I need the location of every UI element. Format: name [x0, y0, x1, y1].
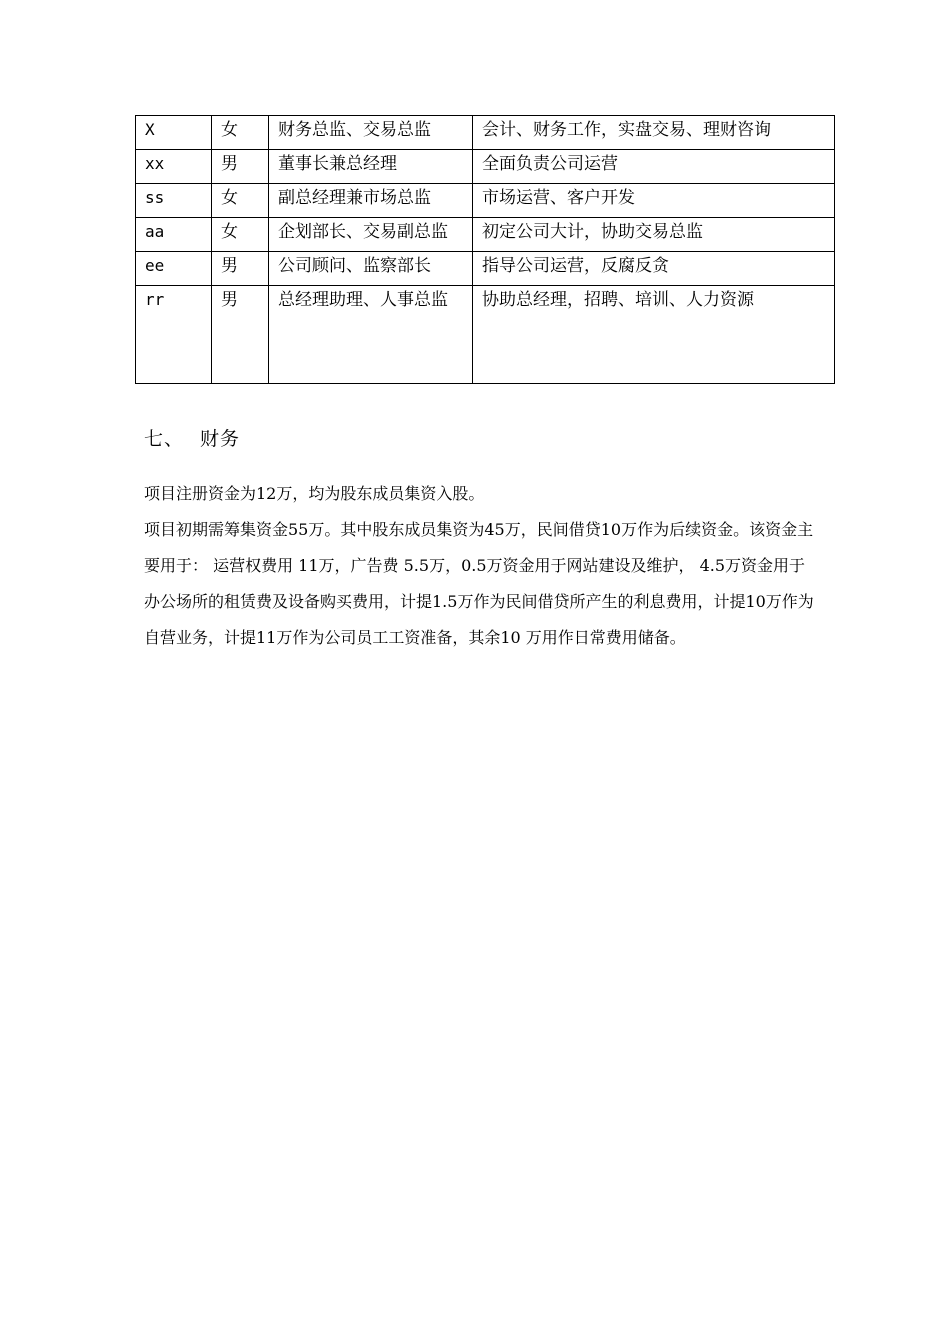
- staff-duty-cell: 初定公司大计，协助交易总监: [473, 218, 835, 252]
- staff-gender-cell: 男: [212, 150, 269, 184]
- staff-position-cell: 总经理助理、人事总监: [269, 286, 473, 384]
- table-row: [136, 286, 835, 384]
- staff-duty-cell: 指导公司运营，反腐反贪: [473, 252, 835, 286]
- staff-gender-cell: 女: [212, 184, 269, 218]
- staff-position-cell: 公司顾问、监察部长: [269, 252, 473, 286]
- table-row: [136, 218, 835, 252]
- staff-position-cell: 财务总监、交易总监: [269, 116, 473, 150]
- paragraph: 项目初期需筹集资金55万。其中股东成员集资为45万，民间借贷10万作为后续资金。该资金主要用于： 运营权费用 11万，广告费 5.5万，0.5万资金用于网站建设及维护， 4.5万资金用于办公场所的租赁费及设备购买费用，计提1.5万作为民间借贷所产生的利息费用，计提10万作为自营业务，计提11万作为公司员工工资准备，其余10 万用作日常费用储备。: [144, 520, 814, 647]
- staff-name-cell: xx: [136, 150, 212, 184]
- table-row: [136, 184, 835, 218]
- staff-name-cell: ss: [136, 184, 212, 218]
- staff-duty-cell: 市场运营、客户开发: [473, 184, 835, 218]
- section-body: [144, 476, 814, 656]
- staff-gender-cell: 男: [212, 252, 269, 286]
- staff-name-cell: aa: [136, 218, 212, 252]
- staff-position-cell: 副总经理兼市场总监: [269, 184, 473, 218]
- staff-table: [135, 115, 835, 384]
- section-number: 七、: [144, 428, 185, 450]
- table-row: [136, 116, 835, 150]
- paragraph: 项目注册资金为12万，均为股东成员集资入股。: [144, 484, 485, 503]
- staff-name-cell: X: [136, 116, 212, 150]
- staff-duty-cell: 全面负责公司运营: [473, 150, 835, 184]
- section-title: 财务: [200, 428, 241, 450]
- table-row: [136, 150, 835, 184]
- staff-gender-cell: 女: [212, 116, 269, 150]
- staff-name-cell: ee: [136, 252, 212, 286]
- table-row: [136, 252, 835, 286]
- staff-name-cell: rr: [136, 286, 212, 384]
- staff-gender-cell: 男: [212, 286, 269, 384]
- staff-position-cell: 企划部长、交易副总监: [269, 218, 473, 252]
- staff-duty-cell: 会计、财务工作，实盘交易、理财咨询: [473, 116, 835, 150]
- section-heading: [144, 424, 240, 454]
- staff-gender-cell: 女: [212, 218, 269, 252]
- staff-duty-cell: 协助总经理，招聘、培训、人力资源: [473, 286, 835, 384]
- staff-position-cell: 董事长兼总经理: [269, 150, 473, 184]
